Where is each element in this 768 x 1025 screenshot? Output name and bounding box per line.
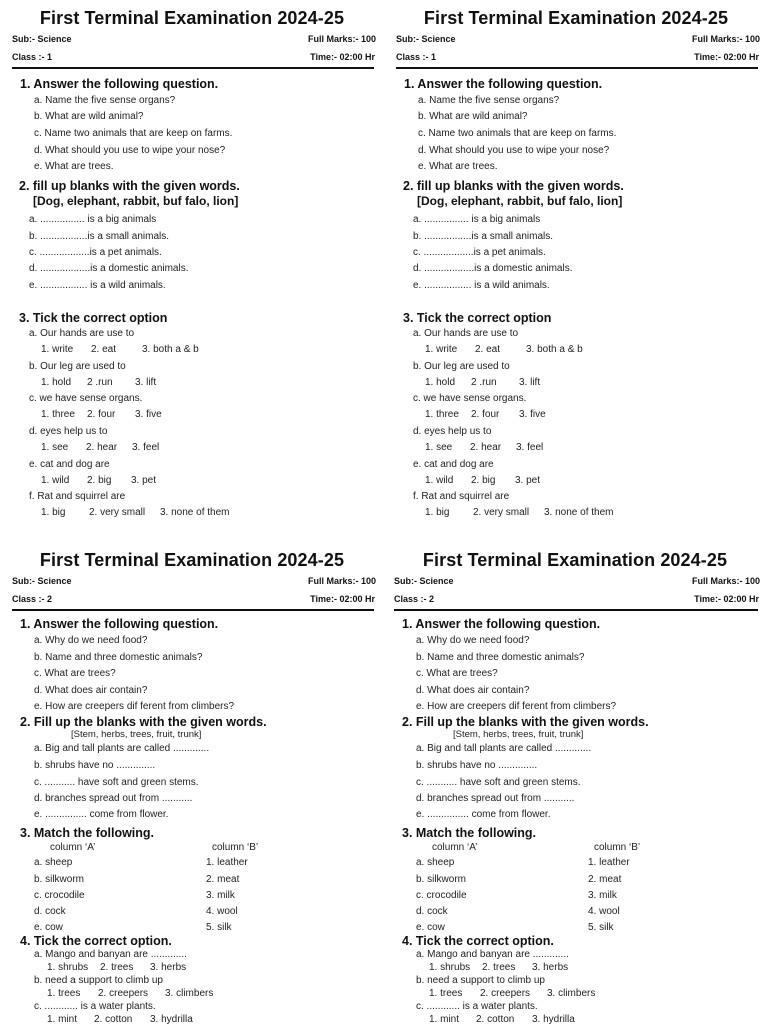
question-4-option: 3. climbers (547, 988, 596, 999)
question-2-heading: 2. Fill up the blanks with the given words. (20, 715, 267, 729)
question-3-option: 2. very small (473, 507, 530, 518)
match-column-a-item: a. sheep (34, 857, 73, 868)
question-2-item: b. .................is a small animals. (413, 231, 554, 242)
question-1-item: a. Name the five sense organs? (34, 95, 176, 106)
question-3-option: 1. write (425, 344, 458, 355)
question-4-item: b. need a support to climb up (34, 975, 163, 986)
question-4-heading: 4. Tick the correct option. (20, 934, 172, 948)
match-column-a-item: c. crocodile (34, 890, 85, 901)
question-3-option: 2. four (471, 409, 500, 420)
question-4-option: 1. shrubs (47, 962, 89, 973)
question-4-option: 2. cotton (94, 1014, 133, 1025)
question-1-heading: 1. Answer the following question. (20, 617, 219, 631)
question-3-option: 1. wild (41, 475, 70, 486)
question-3-option: 2. hear (86, 442, 118, 453)
subject-label: Sub:- Science (12, 576, 72, 586)
question-4-option: 1. trees (429, 988, 463, 999)
question-2-item: a. Big and tall plants are called ............. (416, 743, 592, 754)
question-4-option: 1. shrubs (429, 962, 471, 973)
question-3-option: 2. big (87, 475, 112, 486)
exam-paper (0, 0, 384, 542)
full-marks-label: Full Marks:- 100 (307, 576, 376, 586)
question-3-heading: 3. Tick the correct option (19, 311, 168, 325)
match-column-b-header: column ‘B’ (212, 842, 259, 853)
match-column-a-item: b. silkworm (34, 874, 85, 885)
match-column-a-item: c. crocodile (416, 890, 467, 901)
class-label: Class :- 2 (12, 594, 53, 604)
question-1-item: d. What does air contain? (34, 685, 148, 696)
question-4-option: 2. trees (100, 962, 134, 973)
question-3-option: 3. lift (519, 377, 541, 388)
question-3-option: 3. none of them (544, 507, 614, 518)
question-1-item: c. Name two animals that are keep on farms. (34, 128, 233, 139)
header-divider (12, 67, 374, 69)
question-1-heading: 1. Answer the following question. (20, 77, 219, 91)
full-marks-label: Full Marks:- 100 (307, 34, 376, 44)
question-3-option: 2. big (471, 475, 496, 486)
question-3-option: 3. both a & b (142, 344, 199, 355)
question-3-heading: 3. Match the following. (20, 826, 155, 840)
paper-title: First Terminal Examination 2024-25 (422, 550, 728, 570)
question-1-item: c. Name two animals that are keep on farms. (418, 128, 617, 139)
question-3-option: 2. hear (470, 442, 502, 453)
question-4-item: c. ............ is a water plants. (34, 1001, 156, 1012)
question-3-option: 2 .run (471, 377, 497, 388)
match-column-a-item: b. silkworm (416, 874, 467, 885)
match-column-b-item: 3. milk (588, 890, 617, 901)
question-3-item: c. we have sense organs. (413, 393, 527, 404)
question-3-option: 3. pet (131, 475, 157, 486)
question-2-item: b. .................is a small animals. (29, 231, 170, 242)
question-4-option: 3. climbers (165, 988, 214, 999)
question-3-item: e. cat and dog are (29, 459, 110, 470)
question-3-item: a. Our hands are use to (413, 328, 519, 339)
question-4-option: 2. creepers (480, 988, 531, 999)
match-column-b-item: 1. leather (206, 857, 248, 868)
question-2-item: a. ................ is a big animals (29, 214, 157, 225)
question-4-option: 2. cotton (476, 1014, 515, 1025)
question-4-heading: 4. Tick the correct option. (402, 934, 554, 948)
match-column-b-item: 2. meat (588, 874, 622, 885)
match-column-b-item: 1. leather (588, 857, 630, 868)
match-column-a-item: d. cock (34, 906, 66, 917)
class-label: Class :- 1 (12, 52, 53, 62)
question-2-item: e. ............... come from flower. (416, 809, 551, 820)
question-3-item: d. eyes help us to (29, 426, 108, 437)
question-3-option: 3. five (135, 409, 162, 420)
question-1-heading: 1. Answer the following question. (404, 77, 603, 91)
question-4-option: 3. hydrilla (532, 1014, 575, 1025)
question-3-option: 1. three (41, 409, 75, 420)
question-1-item: d. What does air contain? (416, 685, 530, 696)
question-4-option: 2. trees (482, 962, 516, 973)
question-3-option: 1. big (41, 507, 66, 518)
question-3-option: 1. see (41, 442, 69, 453)
question-3-item: d. eyes help us to (413, 426, 492, 437)
question-3-option: 1. three (425, 409, 459, 420)
question-3-option: 1. write (41, 344, 74, 355)
question-3-option: 2. eat (91, 344, 117, 355)
time-label: Time:- 02:00 Hr (694, 594, 759, 604)
question-3-option: 1. big (425, 507, 450, 518)
question-4-option: 2. creepers (98, 988, 149, 999)
match-column-a-item: e. cow (416, 922, 445, 933)
question-2-item: c. ..................is a pet animals. (29, 247, 162, 258)
question-4-item: a. Mango and banyan are ............. (416, 949, 569, 960)
paper-title: First Terminal Examination 2024-25 (39, 8, 345, 28)
class-label: Class :- 2 (394, 594, 435, 604)
header-divider (394, 609, 758, 611)
question-1-item: a. Why do we need food? (34, 635, 148, 646)
question-2-item: e. ................. is a wild animals. (29, 280, 166, 291)
question-3-option: 2. very small (89, 507, 146, 518)
question-4-option: 1. mint (429, 1014, 460, 1025)
question-2-item: a. Big and tall plants are called ............. (34, 743, 210, 754)
header-divider (12, 609, 374, 611)
match-column-b-item: 4. wool (206, 906, 238, 917)
question-2-item: a. ................ is a big animals (413, 214, 541, 225)
match-column-a-item: e. cow (34, 922, 63, 933)
question-1-item: e. What are trees. (34, 161, 114, 172)
question-2-item: b. shrubs have no .............. (416, 760, 538, 771)
question-3-option: 1. see (425, 442, 453, 453)
question-1-item: c. What are trees? (416, 668, 498, 679)
question-1-item: e. What are trees. (418, 161, 498, 172)
question-2-item: d. branches spread out from ........... (416, 793, 575, 804)
question-3-item: f. Rat and squirrel are (29, 491, 126, 502)
match-column-b-item: 3. milk (206, 890, 235, 901)
question-3-option: 3. five (519, 409, 546, 420)
question-2-item: c. ........... have soft and green stems. (416, 777, 581, 788)
match-column-b-item: 5. silk (588, 922, 614, 933)
question-3-option: 3. feel (516, 442, 544, 453)
question-1-item: d. What should you use to wipe your nose? (418, 145, 610, 156)
question-2-heading: 2. fill up blanks with the given words. (19, 179, 240, 193)
question-1-item: e. How are creepers dif ferent from climbers? (34, 701, 235, 712)
question-4-option: 3. hydrilla (150, 1014, 193, 1025)
match-column-b-item: 4. wool (588, 906, 620, 917)
subject-label: Sub:- Science (12, 34, 72, 44)
question-4-option: 3. herbs (532, 962, 569, 973)
exam-paper (0, 542, 384, 1024)
question-1-item: a. Name the five sense organs? (418, 95, 560, 106)
question-3-option: 3. none of them (160, 507, 230, 518)
question-1-item: b. Name and three domestic animals? (34, 652, 203, 663)
question-3-item: f. Rat and squirrel are (413, 491, 510, 502)
question-4-option: 1. trees (47, 988, 81, 999)
question-2-item: c. ........... have soft and green stems. (34, 777, 199, 788)
question-3-heading: 3. Match the following. (402, 826, 537, 840)
question-4-item: c. ............ is a water plants. (416, 1001, 538, 1012)
question-2-word-bank: [Dog, elephant, rabbit, buf falo, lion] (417, 194, 623, 208)
subject-label: Sub:- Science (394, 576, 454, 586)
question-2-word-bank: [Dog, elephant, rabbit, buf falo, lion] (33, 194, 239, 208)
time-label: Time:- 02:00 Hr (694, 52, 759, 62)
match-column-b-item: 2. meat (206, 874, 240, 885)
question-3-option: 1. wild (425, 475, 454, 486)
question-3-option: 3. feel (132, 442, 160, 453)
question-4-item: a. Mango and banyan are ............. (34, 949, 187, 960)
question-3-option: 2. four (87, 409, 116, 420)
question-1-item: e. How are creepers dif ferent from climbers? (416, 701, 617, 712)
exam-paper (384, 0, 768, 542)
full-marks-label: Full Marks:- 100 (691, 34, 760, 44)
match-column-a-header: column ‘A’ (50, 842, 96, 853)
question-3-heading: 3. Tick the correct option (403, 311, 552, 325)
full-marks-label: Full Marks:- 100 (691, 576, 760, 586)
question-3-item: a. Our hands are use to (29, 328, 135, 339)
question-1-item: b. Name and three domestic animals? (416, 652, 585, 663)
class-label: Class :- 1 (396, 52, 437, 62)
match-column-a-item: d. cock (416, 906, 448, 917)
question-3-option: 3. both a & b (526, 344, 583, 355)
question-1-item: b. What are wild animal? (34, 111, 144, 122)
question-1-item: c. What are trees? (34, 668, 116, 679)
question-3-option: 3. lift (135, 377, 157, 388)
question-2-word-bank: [Stem, herbs, trees, fruit, trunk] (453, 729, 584, 740)
question-2-item: c. ..................is a pet animals. (413, 247, 546, 258)
exam-paper (382, 542, 768, 1024)
question-2-word-bank: [Stem, herbs, trees, fruit, trunk] (71, 729, 202, 740)
question-4-item: b. need a support to climb up (416, 975, 545, 986)
question-3-option: 2 .run (87, 377, 113, 388)
question-3-item: e. cat and dog are (413, 459, 494, 470)
match-column-b-item: 5. silk (206, 922, 232, 933)
question-2-item: e. ............... come from flower. (34, 809, 169, 820)
time-label: Time:- 02:00 Hr (310, 52, 375, 62)
question-3-option: 1. hold (425, 377, 456, 388)
paper-title: First Terminal Examination 2024-25 (423, 8, 729, 28)
question-4-option: 3. herbs (150, 962, 187, 973)
question-3-option: 3. pet (515, 475, 541, 486)
subject-label: Sub:- Science (396, 34, 456, 44)
question-2-item: d. ..................is a domestic animals. (413, 263, 573, 274)
question-3-item: b. Our leg are used to (413, 361, 510, 372)
question-2-heading: 2. fill up blanks with the given words. (403, 179, 624, 193)
paper-title: First Terminal Examination 2024-25 (39, 550, 345, 570)
question-1-item: d. What should you use to wipe your nose? (34, 145, 226, 156)
question-3-option: 1. hold (41, 377, 72, 388)
question-1-heading: 1. Answer the following question. (402, 617, 601, 631)
match-column-b-header: column ‘B’ (594, 842, 641, 853)
header-divider (396, 67, 758, 69)
question-2-heading: 2. Fill up the blanks with the given words. (402, 715, 649, 729)
question-3-option: 2. eat (475, 344, 501, 355)
question-1-item: a. Why do we need food? (416, 635, 530, 646)
question-4-option: 1. mint (47, 1014, 78, 1025)
question-2-item: e. ................. is a wild animals. (413, 280, 550, 291)
question-3-item: c. we have sense organs. (29, 393, 143, 404)
match-column-a-header: column ‘A’ (432, 842, 478, 853)
match-column-a-item: a. sheep (416, 857, 455, 868)
question-2-item: b. shrubs have no .............. (34, 760, 156, 771)
question-2-item: d. ..................is a domestic animals. (29, 263, 189, 274)
question-3-item: b. Our leg are used to (29, 361, 126, 372)
question-2-item: d. branches spread out from ........... (34, 793, 193, 804)
question-1-item: b. What are wild animal? (418, 111, 528, 122)
time-label: Time:- 02:00 Hr (310, 594, 375, 604)
